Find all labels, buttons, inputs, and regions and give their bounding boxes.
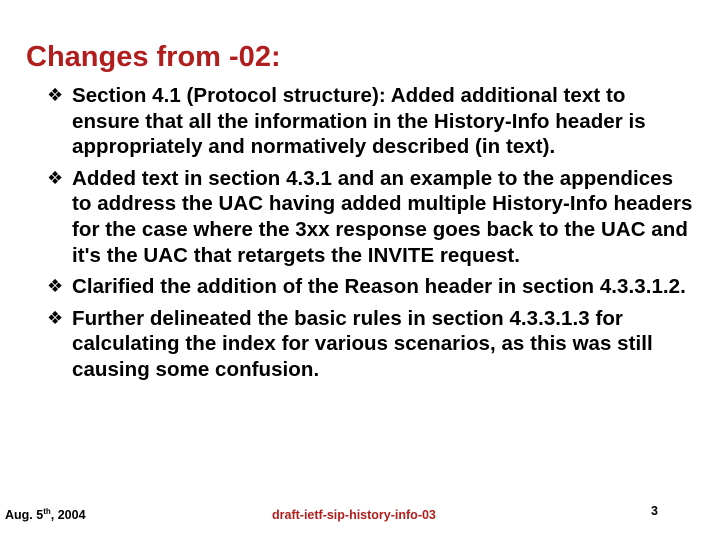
bullet-item <box>46 306 696 383</box>
bullet-text: Clarified the addition of the Reason header in section 4.3.3.1.2. <box>72 275 686 299</box>
footer-date <box>5 508 86 522</box>
bullet-text: Section 4.1 (Protocol structure): Added additional text to ensure that all the information in the History-Info header is appropriately and normatively described (in text). <box>72 84 646 159</box>
diamond-bullet-icon: ❖ <box>47 307 64 329</box>
footer-draft-name: draft-ietf-sip-history-info-03 <box>272 508 436 522</box>
bullet-list <box>46 83 696 389</box>
diamond-bullet-icon: ❖ <box>47 276 64 298</box>
page-number: 3 <box>651 504 658 518</box>
bullet-item <box>46 274 696 300</box>
footer-date-suffix: , 2004 <box>50 508 86 522</box>
footer-date-sup: th <box>43 506 51 516</box>
bullet-text: Further delineated the basic rules in section 4.3.3.1.3 for calculating the index for various scenarios, as this was still causing some confusion. <box>72 306 653 381</box>
diamond-bullet-icon: ❖ <box>47 85 64 106</box>
footer-date-prefix: Aug. 5 <box>5 508 44 522</box>
slide-title: Changes from -02: <box>26 41 281 73</box>
bullet-item <box>46 166 696 268</box>
bullet-item <box>46 83 696 160</box>
diamond-bullet-icon: ❖ <box>47 167 64 189</box>
bullet-text: Added text in section 4.3.1 and an example to the appendices to address the UAC having added multiple History-Info headers for the case where the 3xx response goes back to the UAC and it's the UAC that retargets the INVITE request. <box>72 166 693 267</box>
